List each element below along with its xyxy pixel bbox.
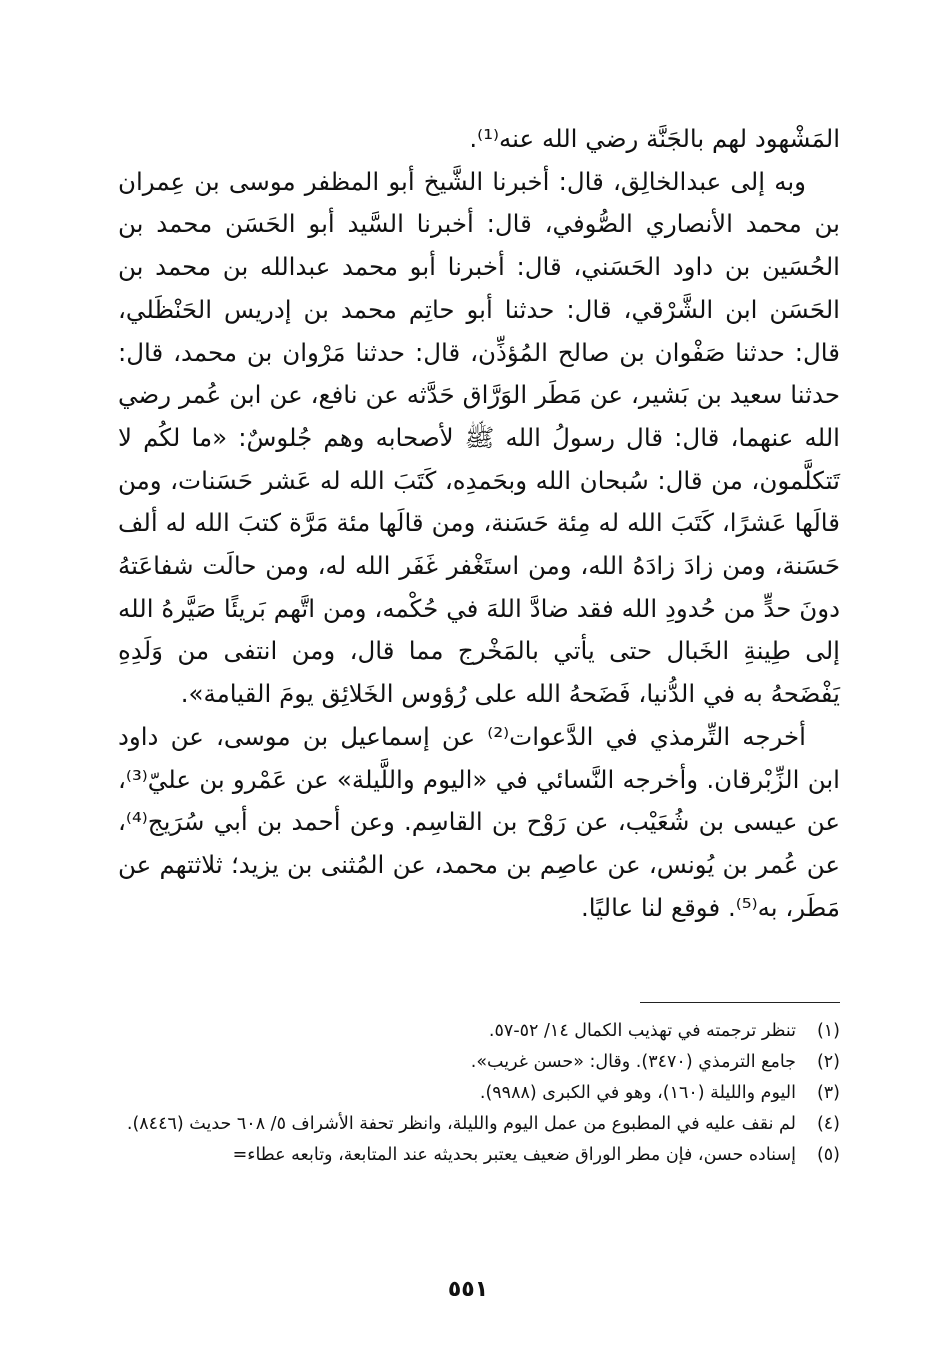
footnote-number: (٤) [816, 1114, 840, 1134]
footnote-number: (٢) [816, 1052, 840, 1072]
footnote-text: تنظر ترجمته في تهذيب الكمال ١٤/ ٥٢-٥٧. [488, 1021, 796, 1041]
footnotes [108, 1016, 840, 1171]
footnote-1 [108, 1016, 840, 1047]
footnote-text: جامع الترمذي (٣٤٧٠). وقال: «حسن غريب». [470, 1052, 796, 1072]
footnote-separator [640, 1002, 840, 1003]
main-text [118, 118, 840, 929]
paragraph-continuation: المَشْهود لهم بالجَنَّة رضي الله عنه⁽¹⁾. [469, 124, 840, 153]
footnote-number: (٣) [816, 1083, 840, 1103]
footnote-text: لم نقف عليه في المطبوع من عمل اليوم والليلة، وانظر تحفة الأشراف ٥/ ٦٠٨ حديث (٨٤٤٦). [126, 1114, 796, 1134]
footnote-number: (١) [816, 1021, 840, 1041]
footnote-text: اليوم والليلة (١٦٠)، وهو في الكبرى (٩٩٨٨). [479, 1083, 796, 1103]
paragraph-hadith: وبه إلى عبدالخالِق، قال: أخبرنا الشَّيخ أبو المظفر موسى بن عِمران بن محمد الأنصاري الصُّوفي، قال: أخبرنا السَّيد أبو الحَسَن محمد بن الحُسَين بن داود الحَسَني، قال: أخبرنا أبو محمد عبدالله بن محمد بن الحَسَن ابن الشَّرْقي، قال: حدثنا أبو حاتِم محمد بن إدريس الحَنْظَلي، قال: حدثنا صَفْوان بن صالح المُؤذِّن، قال: حدثنا مَرْوان بن محمد، قال: حدثنا سعيد بن بَشير، عن مَطَر الوَرَّاق حَدَّثه عن نافع، عن ابن عُمر رضي الله عنهما، قال: قال رسولُ الله ﷺ لأصحابه وهم جُلوسٌ: «ما لكُم لا تَتكلَّمون، من قال: سُبحان الله وبحَمدِه، كَتَبَ الله له عَشر حَسَنات، ومن قالَها عَشرًا، كَتَبَ الله له مِئة حَسَنة، ومن قالَها مئة مَرَّة كتبَ الله له ألف حَسَنة، ومن زادَ زادَهُ الله، ومن استَغْفر غَفَر الله له، ومن حالَت شفاعَتهُ دونَ حدٍّ من حُدودِ الله فقد ضادَّ اللهَ في حُكْمه، ومن اتَّهم بَريئًا صَيَّرهُ الله إلى طِينةِ الخَبال حتى يأتي بالمَخْرج مما قال، ومن انتفى من وَلَدِهِ يَفْضَحهُ به في الدُّنيا، فَضَحهُ الله على رُؤوس الخَلائِق يومَ القيامة». [118, 166, 840, 709]
footnote-3 [108, 1078, 840, 1109]
footnote-4 [108, 1109, 840, 1140]
page-number: ٥٥١ [447, 1277, 489, 1302]
footnote-2 [108, 1047, 840, 1078]
footnote-5 [108, 1140, 840, 1171]
paragraph-takhrij: أخرجه التِّرمذي في الدَّعوات⁽²⁾ عن إسماعيل بن موسى، عن داود ابن الزِّبْرقان. وأخرجه النَّسائي في «اليوم واللَّيلة» عن عَمْرو بن عليّ⁽³⁾، عن عيسى بن شُعَيْب، عن رَوْح بن القاسِم. وعن أحمد بن أبي سُرَيج⁽⁴⁾، عن عُمر بن يُونس، عن عاصِم بن محمد، عن المُثنى بن يزيد؛ ثلاثتهم عن مَطَر، به⁽⁵⁾. فوقع لنا عاليًا. [118, 721, 840, 922]
footnote-number: (٥) [816, 1145, 840, 1165]
footnote-text: إسناده حسن، فإن مطر الوراق ضعيف يعتبر بحديثه عند المتابعة، وتابعه عطاء= [232, 1145, 796, 1165]
